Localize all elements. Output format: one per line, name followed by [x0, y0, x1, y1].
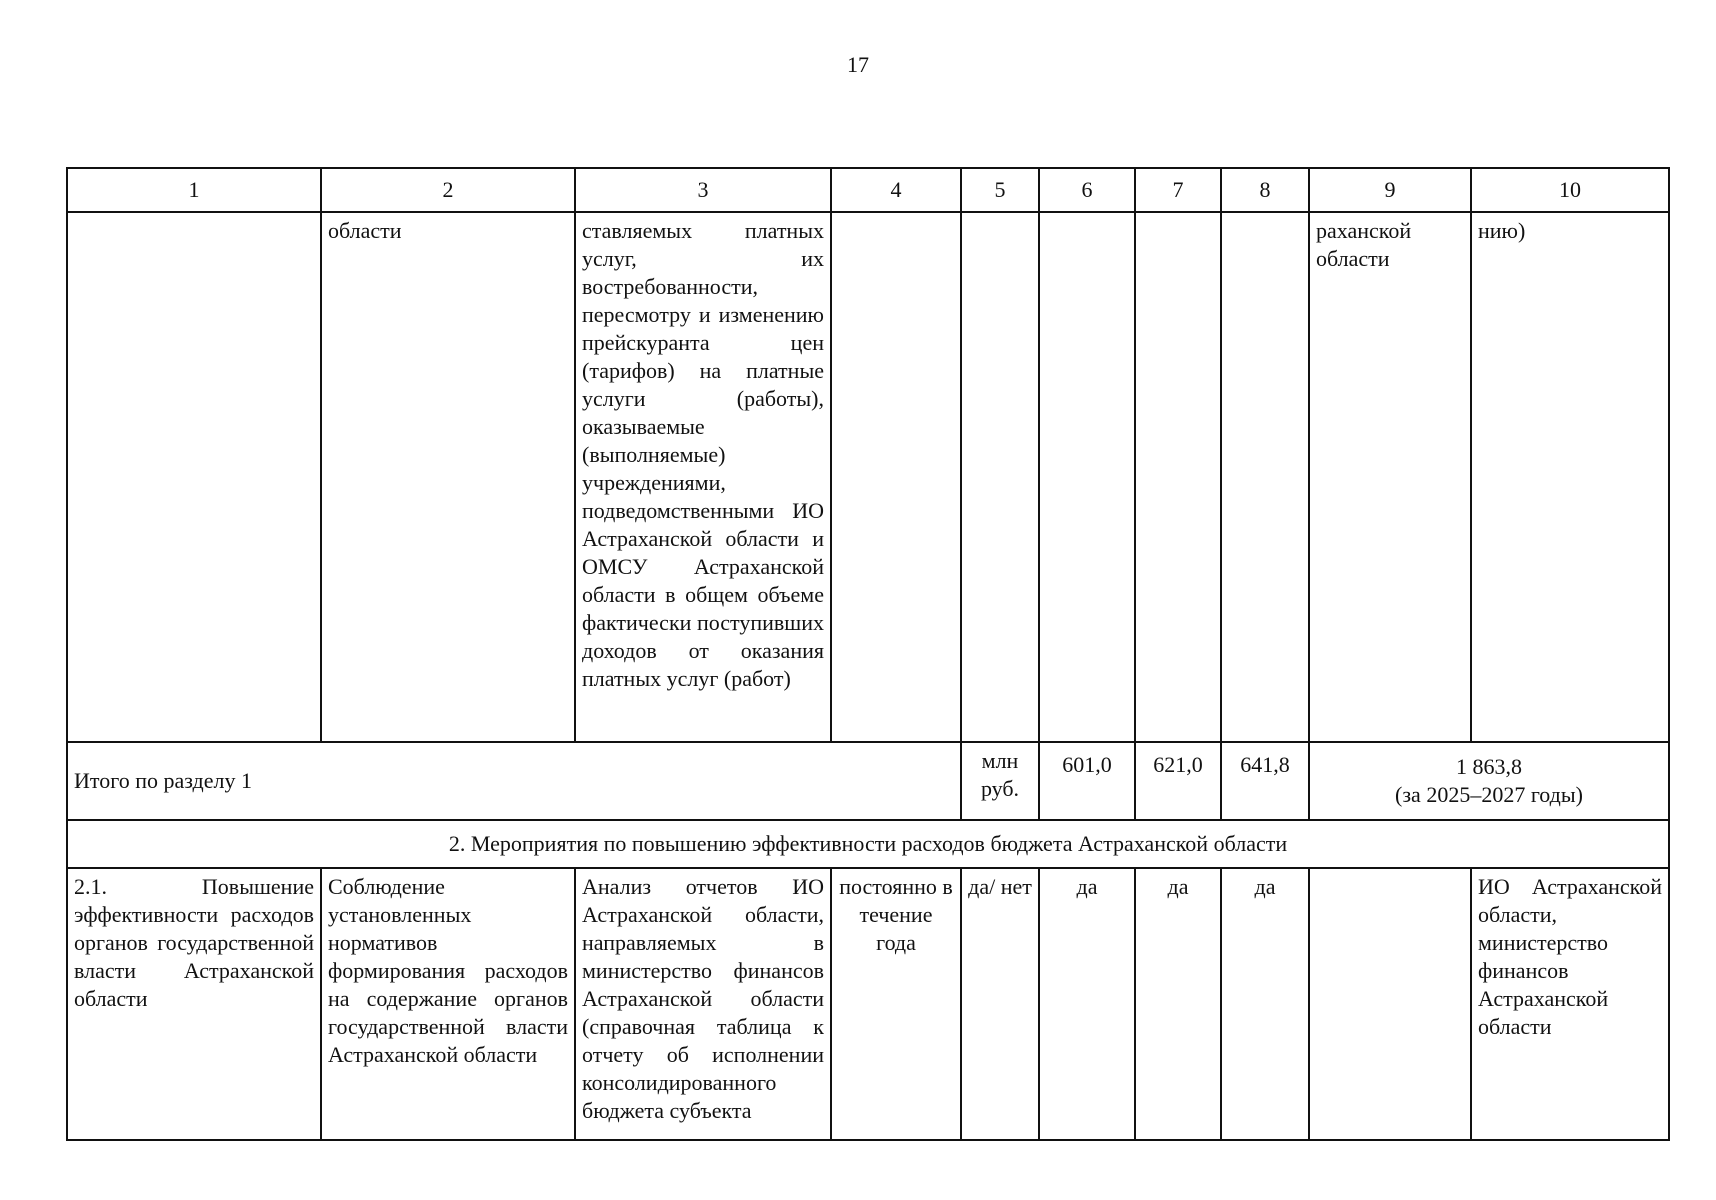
- table-cell: да/ нет: [961, 868, 1039, 1140]
- total-row: [67, 742, 1669, 820]
- section-heading-row: [67, 820, 1669, 868]
- total-sum-cell: [1309, 742, 1669, 820]
- section-title: 2. Мероприятия по повышению эффективности расходов бюджета Астраханской области: [67, 820, 1669, 868]
- total-sum: 1 863,8: [1456, 754, 1522, 779]
- column-number-row: [67, 168, 1669, 212]
- table-cell: области: [321, 212, 575, 742]
- measures-table: [66, 167, 1670, 1141]
- table-cell: Анализ отчетов ИО Астраханской области, направляемых в министерство финансов Астраханской области (справочная таблица к отчету об исполнении консолидированного бюджета субъекта: [575, 868, 831, 1140]
- total-value-7: 621,0: [1135, 742, 1221, 820]
- table-cell: [67, 212, 321, 742]
- total-label: Итого по разделу 1: [67, 742, 961, 820]
- measure-name: 2.1. Повышение эффективности расходов органов государственной власти Астраханской области: [67, 868, 321, 1140]
- table-cell: [831, 212, 961, 742]
- table-cell: да: [1039, 868, 1135, 1140]
- table-cell: [961, 212, 1039, 742]
- table-cell: ставляемых платных услуг, их востребованности, пересмотру и изменению прейскуранта цен (тарифов) на платные услуги (работы), оказываемые (выполняемые) учреждениями, подведомственными ИО Астраханской области и ОМСУ Астраханской области в общем объеме фактически поступивших доходов от оказания платных услуг (работ): [575, 212, 831, 742]
- table-cell: ИО Астраханской области, министерство финансов Астраханской области: [1471, 868, 1669, 1140]
- column-number: 1: [67, 168, 321, 212]
- table-cell: Соблюдение установленных нормативов формирования расходов на содержание органов государственной власти Астраханской области: [321, 868, 575, 1140]
- column-number: 7: [1135, 168, 1221, 212]
- table-cell: [1309, 868, 1471, 1140]
- column-number: 3: [575, 168, 831, 212]
- table-cell: [1135, 212, 1221, 742]
- table-cell: [1221, 212, 1309, 742]
- column-number: 8: [1221, 168, 1309, 212]
- continuation-row: [67, 212, 1669, 742]
- column-number: 4: [831, 168, 961, 212]
- table-cell: да: [1221, 868, 1309, 1140]
- total-unit: млн руб.: [961, 742, 1039, 820]
- column-number: 5: [961, 168, 1039, 212]
- table-cell: [1039, 212, 1135, 742]
- table-cell: раханской области: [1309, 212, 1471, 742]
- table-cell: да: [1135, 868, 1221, 1140]
- column-number: 9: [1309, 168, 1471, 212]
- total-value-8: 641,8: [1221, 742, 1309, 820]
- total-value-6: 601,0: [1039, 742, 1135, 820]
- table-row: [67, 868, 1669, 1140]
- table-cell: нию): [1471, 212, 1669, 742]
- total-sum-note: (за 2025–2027 годы): [1395, 782, 1583, 807]
- page-number: 17: [847, 52, 869, 77]
- column-number: 6: [1039, 168, 1135, 212]
- column-number: 2: [321, 168, 575, 212]
- column-number: 10: [1471, 168, 1669, 212]
- table-cell: постоянно в течение года: [831, 868, 961, 1140]
